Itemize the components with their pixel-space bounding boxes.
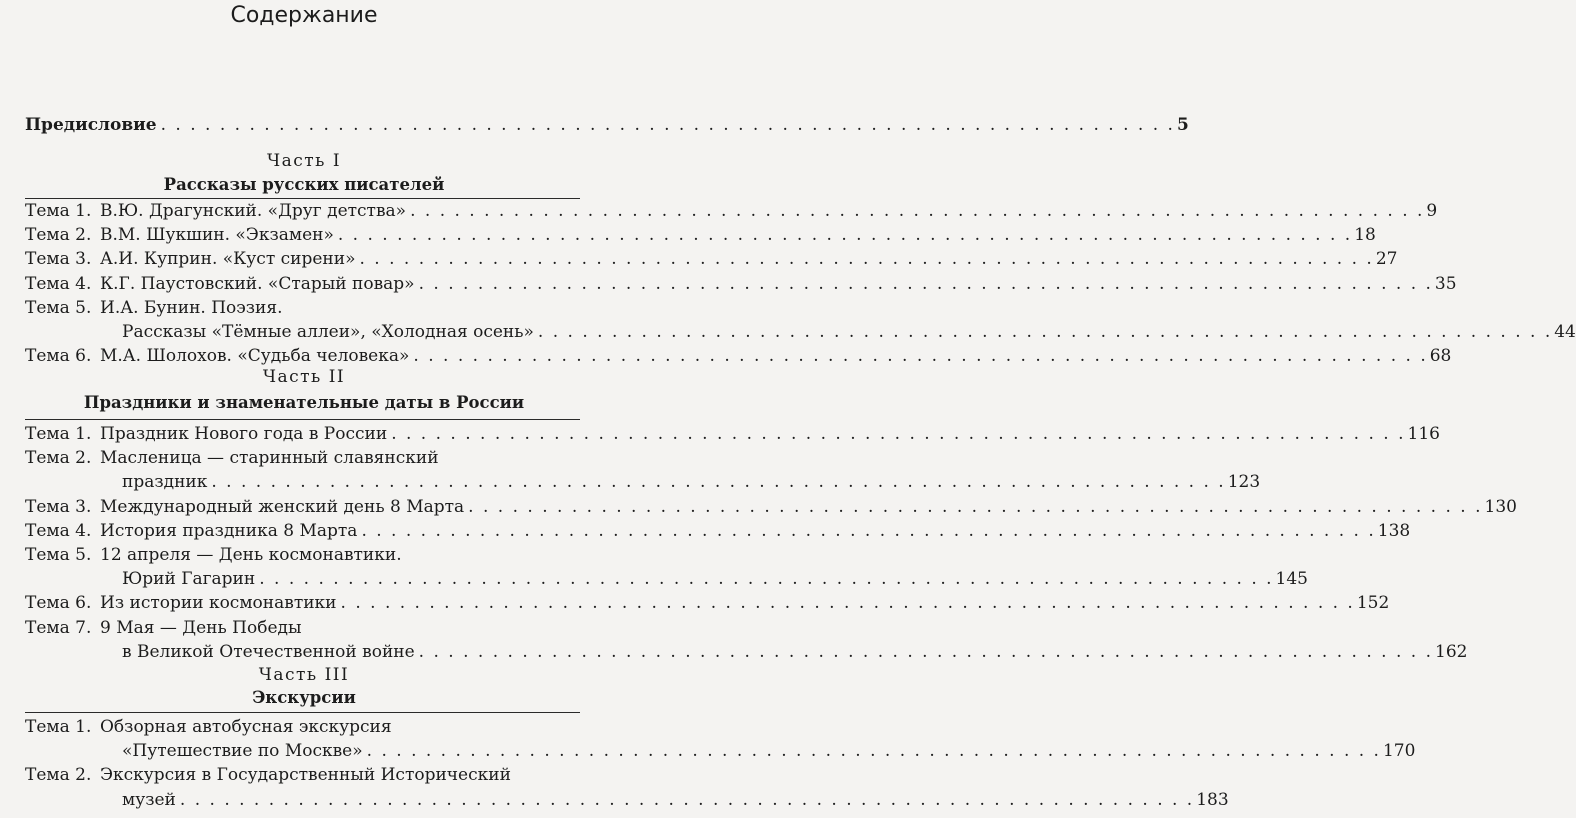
entry-topic-number: Тема 2. (25, 448, 92, 469)
entry-topic-number: Тема 7. (25, 617, 92, 638)
page-number: 35 (1434, 273, 1457, 294)
page-number: 162 (1435, 641, 1468, 662)
entry-title: музей (122, 789, 176, 810)
dot-leader: . . . . . . . . . . . . . . . . . . . . . . . . . . . . . . . . . . . . . . . . . . . . . . . . . . . . . . . . . . . . . . . . . . . . . (259, 569, 1274, 590)
entry-title: Из истории космонавтики (100, 593, 337, 614)
toc-entry[interactable] (25, 716, 580, 738)
entry-title: Международный женский день 8 Марта (100, 496, 465, 517)
entry-title: Масленица — старинный славянский (100, 448, 439, 469)
dot-leader: . . . . . . . . . . . . . . . . . . . . . . . . . . . . . . . . . . . . . . . . . . . . . . . . . . . . . . . . . . . . . . . . . . . . . (340, 593, 1355, 614)
entry-title: «Путешествие по Москве» (122, 741, 363, 762)
page-number: 123 (1227, 472, 1261, 493)
toc-entry-continuation (25, 789, 1229, 811)
toc-entry[interactable] (25, 248, 1398, 270)
toc-entry[interactable] (25, 617, 580, 639)
entry-title: В.Ю. Драгунский. «Друг детства» (100, 201, 407, 221)
toc-entry[interactable] (25, 345, 1452, 367)
dot-leader: . . . . . . . . . . . . . . . . . . . . . . . . . . . . . . . . . . . . . . . . . . . . . . . . . . . . . . . . . . . . . . . . . . . . . (391, 424, 1406, 444)
toc-entry-continuation (25, 471, 1261, 493)
toc-entry-continuation (25, 568, 1308, 590)
toc-entry-preface[interactable] (25, 114, 1189, 136)
dot-leader: . . . . . . . . . . . . . . . . . . . . . . . . . . . . . . . . . . . . . . . . . . . . . . . . . . . . . . . . . . . . . . . . . . . . . (366, 741, 1381, 762)
toc-entry[interactable] (25, 423, 1440, 445)
entry-topic-number: Тема 2. (25, 765, 92, 786)
entry-topic-number: Тема 2. (25, 225, 92, 246)
entry-topic-number: Тема 4. (25, 520, 92, 541)
section-divider (25, 419, 580, 420)
toc-entry[interactable] (25, 224, 1376, 246)
dot-leader: . . . . . . . . . . . . . . . . . . . . . . . . . . . . . . . . . . . . . . . . . . . . . . . . . . . . . . . . . . . . . . . . . . . . . (418, 641, 1433, 662)
entry-title: М.А. Шолохов. «Судьба человека» (100, 346, 410, 367)
page-number: 145 (1275, 569, 1308, 590)
entry-topic-number: Тема 1. (25, 424, 92, 444)
entry-title: В.М. Шукшин. «Экзамен» (100, 225, 334, 246)
section-divider (25, 712, 580, 713)
dot-leader: . . . . . . . . . . . . . . . . . . . . . . . . . . . . . . . . . . . . . . . . . . . . . . . . . . . . . . . . . . . . . . . . . . . . . (359, 249, 1374, 270)
entry-topic-number: Тема 3. (25, 496, 92, 517)
page-number: 116 (1407, 424, 1440, 444)
entry-topic-number: Тема 5. (25, 545, 92, 565)
entry-title: К.Г. Паустовский. «Старый повар» (100, 273, 415, 294)
entry-topic-number: Тема 5. (25, 297, 92, 318)
part-label: Часть III (258, 665, 350, 685)
toc-entry[interactable] (25, 297, 580, 319)
entry-title: Экскурсия в Государственный Исторический (100, 765, 511, 786)
entry-title: И.А. Бунин. Поэзия. (100, 297, 283, 318)
entry-title: праздник (122, 472, 208, 493)
entry-title: 12 апреля — День космонавтики. (100, 545, 402, 565)
dot-leader: . . . . . . . . . . . . . . . . . . . . . . . . . . . . . . . . . . . . . . . . . . . . . . . . . . . . . . . . . . . . . . . . . . . . . (361, 520, 1376, 541)
page-number: 130 (1484, 496, 1517, 517)
dot-leader: . . . . . . . . . . . . . . . . . . . . . . . . . . . . . . . . . . . . . . . . . . . . . . . . . . . . . . . . . . . . . . . . . . . . . (468, 496, 1483, 517)
entry-title: в Великой Отечественной войне (122, 641, 415, 662)
part-label: Часть I (266, 151, 342, 171)
page-number: 44 (1554, 322, 1576, 342)
toc-entry[interactable] (25, 520, 1411, 542)
entry-topic-number: Тема 3. (25, 249, 92, 270)
entry-topic-number: Тема 6. (25, 346, 92, 367)
page-number: 152 (1356, 593, 1390, 614)
entry-topic-number: Тема 1. (25, 717, 92, 737)
toc-entry-continuation (25, 641, 1468, 663)
section-divider (25, 198, 580, 199)
toc-entry[interactable] (25, 496, 1517, 518)
dot-leader: . . . . . . . . . . . . . . . . . . . . . . . . . . . . . . . . . . . . . . . . . . . . . . . . . . . . . . . . . . . . . . . . . . . . . (160, 115, 1175, 135)
page-number: 183 (1196, 789, 1229, 810)
toc-entry[interactable] (25, 544, 580, 566)
dot-leader: . . . . . . . . . . . . . . . . . . . . . . . . . . . . . . . . . . . . . . . . . . . . . . . . . . . . . . . . . . . . . . . . . . . . . (537, 322, 1553, 342)
toc-entry-continuation (25, 740, 1416, 762)
dot-leader: . . . . . . . . . . . . . . . . . . . . . . . . . . . . . . . . . . . . . . . . . . . . . . . . . . . . . . . . . . . . . . . . . . . . . (410, 201, 1425, 221)
part-label: Часть II (262, 367, 346, 387)
page-number: 9 (1426, 201, 1438, 221)
part-heading: Рассказы русских писателей (163, 175, 445, 194)
toc-entry[interactable] (25, 273, 1457, 295)
page-number: 18 (1354, 225, 1376, 246)
page-number: 27 (1375, 249, 1398, 270)
page-number: 68 (1429, 346, 1452, 367)
page-number: 138 (1377, 520, 1411, 541)
toc-entry[interactable] (25, 764, 580, 786)
dot-leader: . . . . . . . . . . . . . . . . . . . . . . . . . . . . . . . . . . . . . . . . . . . . . . . . . . . . . . . . . . . . . . . . . . . . . (337, 225, 1353, 246)
entry-title: А.И. Куприн. «Куст сирени» (100, 249, 356, 270)
dot-leader: . . . . . . . . . . . . . . . . . . . . . . . . . . . . . . . . . . . . . . . . . . . . . . . . . . . . . . . . . . . . . . . . . . . . . (211, 472, 1226, 493)
dot-leader: . . . . . . . . . . . . . . . . . . . . . . . . . . . . . . . . . . . . . . . . . . . . . . . . . . . . . . . . . . . . . . . . . . . . . (413, 346, 1428, 367)
toc-entry-continuation (25, 321, 1576, 343)
entry-title: История праздника 8 Марта (100, 520, 358, 541)
entry-topic-number: Тема 4. (25, 273, 92, 294)
toc-entry[interactable] (25, 592, 1390, 614)
entry-title: Предисловие (25, 115, 157, 135)
dot-leader: . . . . . . . . . . . . . . . . . . . . . . . . . . . . . . . . . . . . . . . . . . . . . . . . . . . . . . . . . . . . . . . . . . . . . (418, 273, 1433, 294)
page-number: 5 (1176, 115, 1189, 135)
entry-title: Юрий Гагарин (122, 569, 256, 590)
entry-title: Праздник Нового года в России (100, 424, 388, 444)
entry-title: 9 Мая — День Победы (100, 617, 302, 638)
page-title: Содержание (230, 3, 378, 28)
entry-title: Обзорная автобусная экскурсия (100, 717, 392, 737)
entry-topic-number: Тема 6. (25, 593, 92, 614)
entry-topic-number: Тема 1. (25, 201, 92, 221)
toc-entry[interactable] (25, 200, 1438, 222)
page-number: 170 (1382, 741, 1416, 762)
toc-entry[interactable] (25, 447, 580, 469)
entry-title: Рассказы «Тёмные аллеи», «Холодная осень» (122, 322, 534, 342)
part-heading: Экскурсии (252, 688, 356, 707)
dot-leader: . . . . . . . . . . . . . . . . . . . . . . . . . . . . . . . . . . . . . . . . . . . . . . . . . . . . . . . . . . . . . . . . . . . . . (179, 789, 1195, 810)
part-heading: Праздники и знаменательные даты в России (83, 393, 525, 412)
